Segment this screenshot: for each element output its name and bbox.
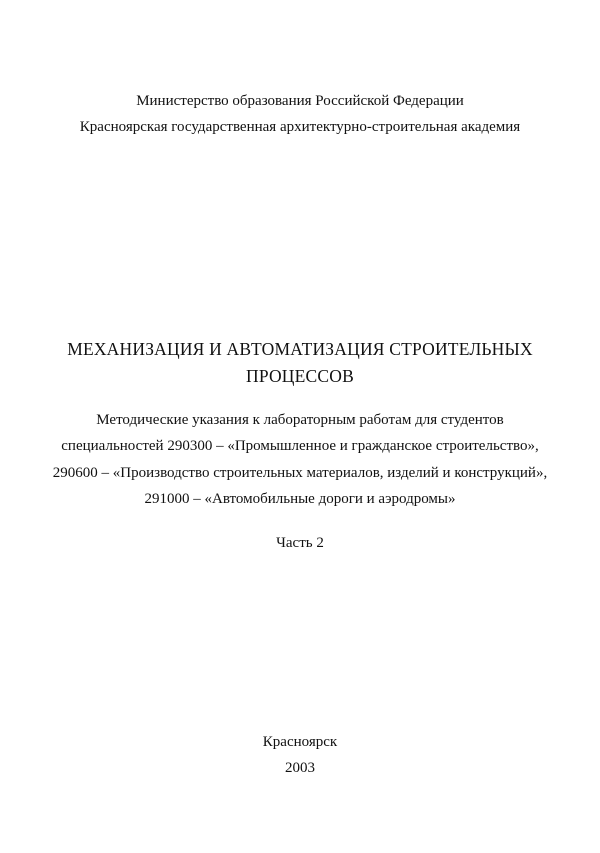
part-number: Часть 2: [276, 535, 324, 551]
document-title-line-1: МЕХАНИЗАЦИЯ И АВТОМАТИЗАЦИЯ СТРОИТЕЛЬНЫХ: [67, 339, 533, 359]
publication-city: Красноярск: [262, 734, 338, 750]
document-title-line-2: ПРОЦЕССОВ: [245, 366, 354, 386]
description-line-1: Методические указания к лабораторным работам для студентов: [96, 412, 504, 428]
description-line-2: специальностей 290300 – «Промышленное и гражданское строительство»,: [61, 438, 539, 454]
description-line-3: 290600 – «Производство строительных материалов, изделий и конструкций»,: [52, 465, 548, 481]
description-line-4: 291000 – «Автомобильные дороги и аэродромы»: [144, 491, 456, 507]
academy-name: Красноярская государственная архитектурно-строительная академия: [79, 119, 521, 135]
publication-year: 2003: [285, 760, 315, 776]
ministry-name: Министерство образования Российской Федерации: [136, 93, 464, 109]
